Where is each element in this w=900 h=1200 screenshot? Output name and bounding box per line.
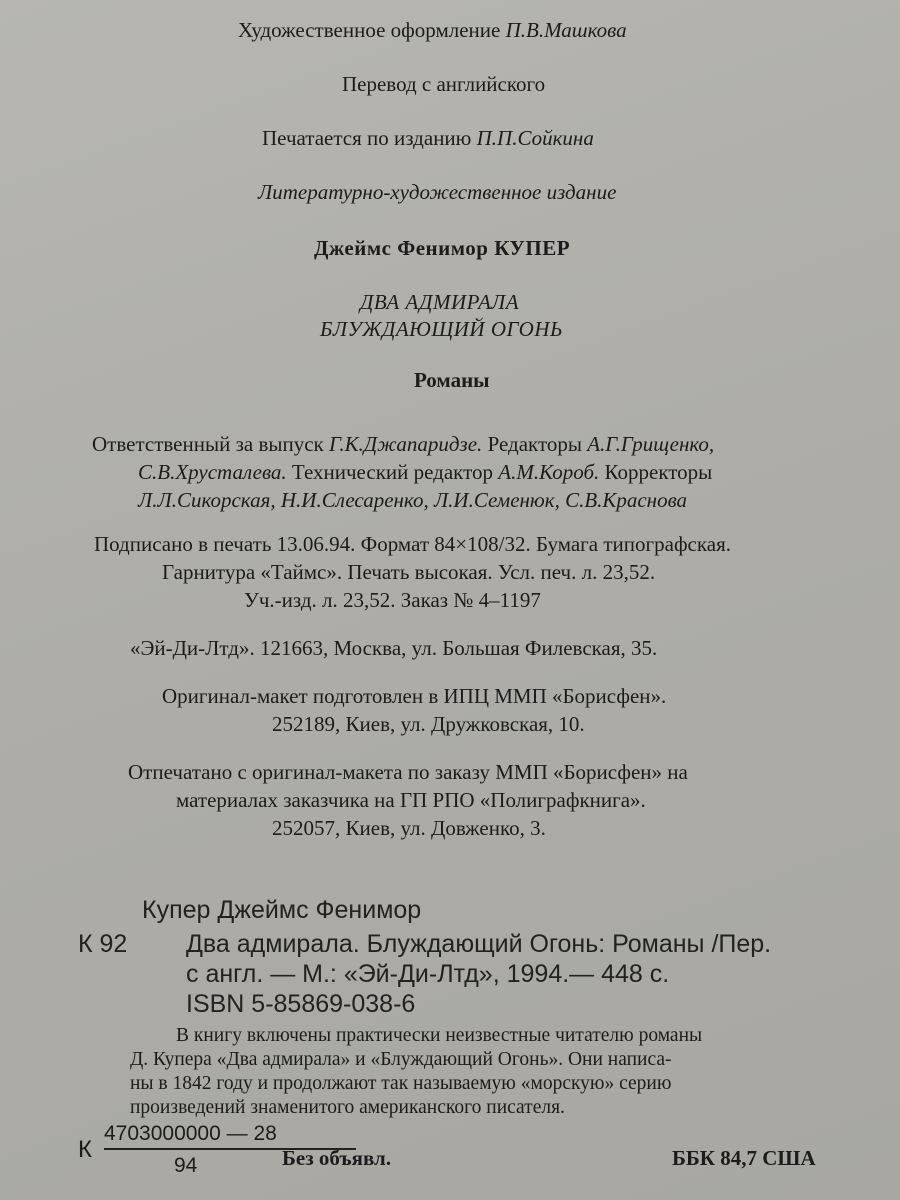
- staff-name: С.В.Хрусталева.: [138, 460, 287, 484]
- catalog-isbn: ISBN 5-85869-038-6: [186, 990, 416, 1018]
- edition-label: Печатается по изданию: [262, 126, 472, 150]
- print-line-3: Уч.-изд. л. 23,52. Заказ № 4–1197: [244, 588, 541, 612]
- design-name: П.В.Машкова: [505, 18, 627, 42]
- title-1: ДВА АДМИРАЛА: [360, 290, 520, 314]
- bbk-code: ББК 84,7 США: [672, 1146, 816, 1170]
- catalog-entry-1: Два адмирала. Блуждающий Огонь: Романы /Пер.: [186, 930, 772, 958]
- translation-note: Перевод с английского: [342, 72, 546, 96]
- printed-line-3: 252057, Киев, ул. Довженко, 3.: [272, 816, 546, 840]
- staff-name: А.Г.Грищенко,: [587, 432, 715, 456]
- annotation-line-1: В книгу включены практически неизвестные читателю романы: [176, 1025, 703, 1046]
- staff-name: А.М.Короб.: [498, 460, 600, 484]
- annotation-line-4: произведений знаменитого американского писателя.: [130, 1097, 565, 1118]
- staff-label: Редакторы: [487, 432, 582, 456]
- fraction-k: К: [78, 1136, 92, 1163]
- staff-name: Г.К.Джапаридзе.: [328, 432, 483, 456]
- design-credit: [238, 18, 627, 42]
- annotation-line-2: Д. Купера «Два адмирала» и «Блуждающий Огонь». Они написа-: [130, 1049, 672, 1070]
- author-name: Джеймс Фенимор КУПЕР: [314, 236, 571, 260]
- annotation-line-3: ны в 1842 году и продолжают так называемую «морскую» серию: [130, 1073, 672, 1094]
- printed-line-1: Отпечатано с оригинал-макета по заказу ММП «Борисфен» на: [128, 760, 688, 784]
- layout-line-1: Оригинал-макет подготовлен в ИПЦ ММП «Борисфен».: [162, 684, 667, 708]
- classification-fraction: [78, 1122, 288, 1182]
- staff-label: Корректоры: [604, 460, 713, 484]
- catalog-heading: Купер Джеймс Фенимор: [142, 896, 422, 924]
- edition-note: [262, 126, 594, 150]
- fraction-denominator: 94: [174, 1154, 198, 1177]
- catalog-code: К 92: [78, 930, 128, 958]
- staff-line-2: [138, 460, 712, 484]
- catalog-entry-2: с англ. — М.: «Эй-Ди-Лтд», 1994.— 448 с.: [186, 960, 670, 988]
- staff-label: Ответственный за выпуск: [92, 432, 324, 456]
- print-line-1: Подписано в печать 13.06.94. Формат 84×108/32. Бумага типографская.: [94, 532, 731, 556]
- publisher-address: «Эй-Ди-Лтд». 121663, Москва, ул. Большая Филевская, 35.: [130, 636, 658, 660]
- staff-line-3: Л.Л.Сикорская, Н.И.Слесаренко, Л.И.Семенюк, С.В.Краснова: [138, 488, 688, 512]
- book-type: Романы: [414, 368, 490, 392]
- print-line-2: Гарнитура «Таймс». Печать высокая. Усл. печ. л. 23,52.: [162, 560, 656, 584]
- edition-name: П.П.Сойкина: [476, 126, 594, 150]
- genre-note: Литературно-художественное издание: [258, 180, 617, 204]
- staff-line-1: [92, 432, 714, 456]
- fraction-numerator: 4703000000 — 28: [104, 1122, 277, 1145]
- layout-line-2: 252189, Киев, ул. Дружковская, 10.: [272, 712, 585, 736]
- staff-label: Технический редактор: [291, 460, 494, 484]
- design-label: Художественное оформление: [238, 18, 501, 42]
- no-ads-note: Без объявл.: [282, 1146, 392, 1170]
- title-2: БЛУЖДАЮЩИЙ ОГОНЬ: [320, 317, 563, 341]
- printed-line-2: материалах заказчика на ГП РПО «Полиграфкнига».: [176, 788, 646, 812]
